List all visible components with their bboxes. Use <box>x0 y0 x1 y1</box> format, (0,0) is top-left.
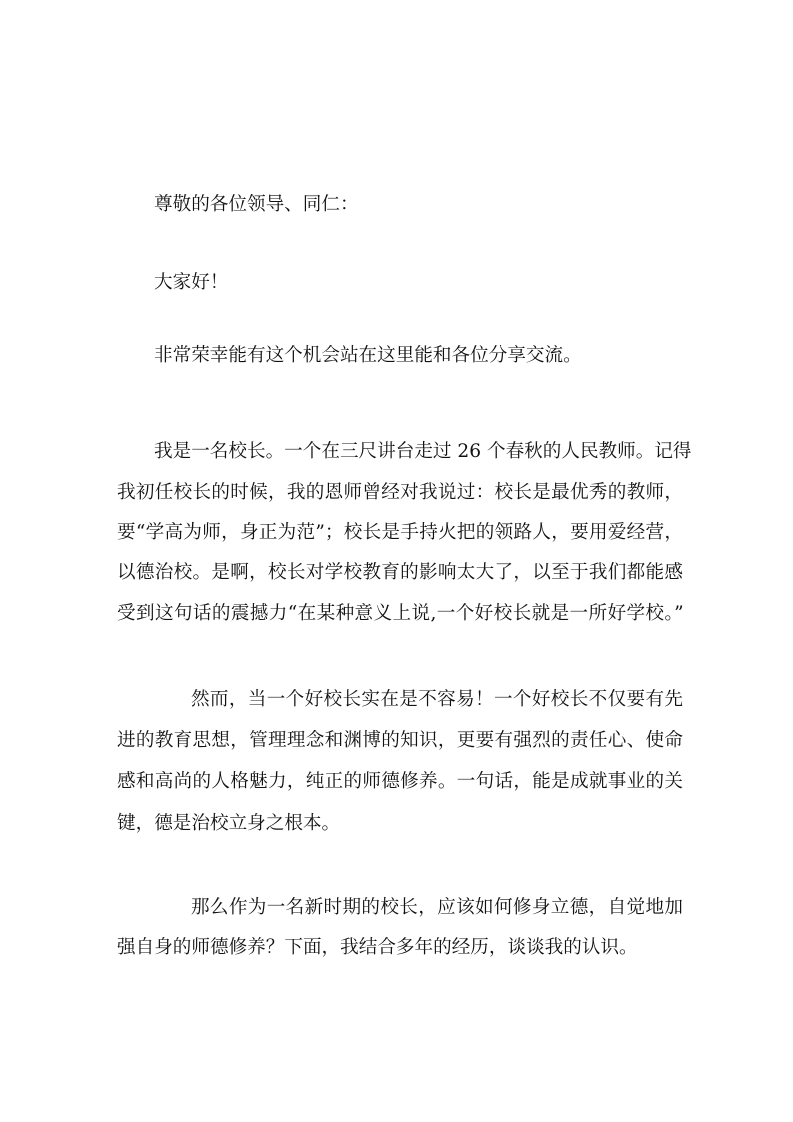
paragraph-line: 强自身的师德修养？下面，我结合多年的经历，谈谈我的认识。 <box>117 937 638 958</box>
paragraph-line: 以德治校。是啊，校长对学校教育的影响太大了，以至于我们都能感 <box>117 562 683 583</box>
paragraph-line: 要“学高为师，身正为范”；校长是手持火把的领路人，要用爱经营， <box>117 522 683 543</box>
greeting: 大家好！ <box>154 272 229 293</box>
paragraph-line: 那么作为一名新时期的校长，应该如何修身立德，自觉地加 <box>191 897 683 918</box>
paragraph-line: 我初任校长的时候，我的恩师曾经对我说过：校长是最优秀的教师， <box>117 482 683 503</box>
paragraph-line: 键，德是治校立身之根本。 <box>117 813 341 834</box>
intro-paragraph: 非常荣幸能有这个机会站在这里能和各位分享交流。 <box>154 345 582 366</box>
paragraph-line: 进的教育思想，管理理念和渊博的知识，更要有强烈的责任心、使命 <box>117 730 683 751</box>
paragraph-line: 受到这句话的震撼力“在某种意义上说,一个好校长就是一所好学校。” <box>117 603 683 624</box>
paragraph-line: 感和高尚的人格魅力，纯正的师德修养。一句话，能是成就事业的关 <box>117 771 683 792</box>
paragraph-line: 我是一名校长。一个在三尺讲台走过 26 个春秋的人民教师。记得 <box>154 441 692 462</box>
paragraph-line: 然而，当一个好校长实在是不容易！一个好校长不仅要有先 <box>191 689 683 710</box>
salutation: 尊敬的各位领导、同仁： <box>154 194 359 215</box>
